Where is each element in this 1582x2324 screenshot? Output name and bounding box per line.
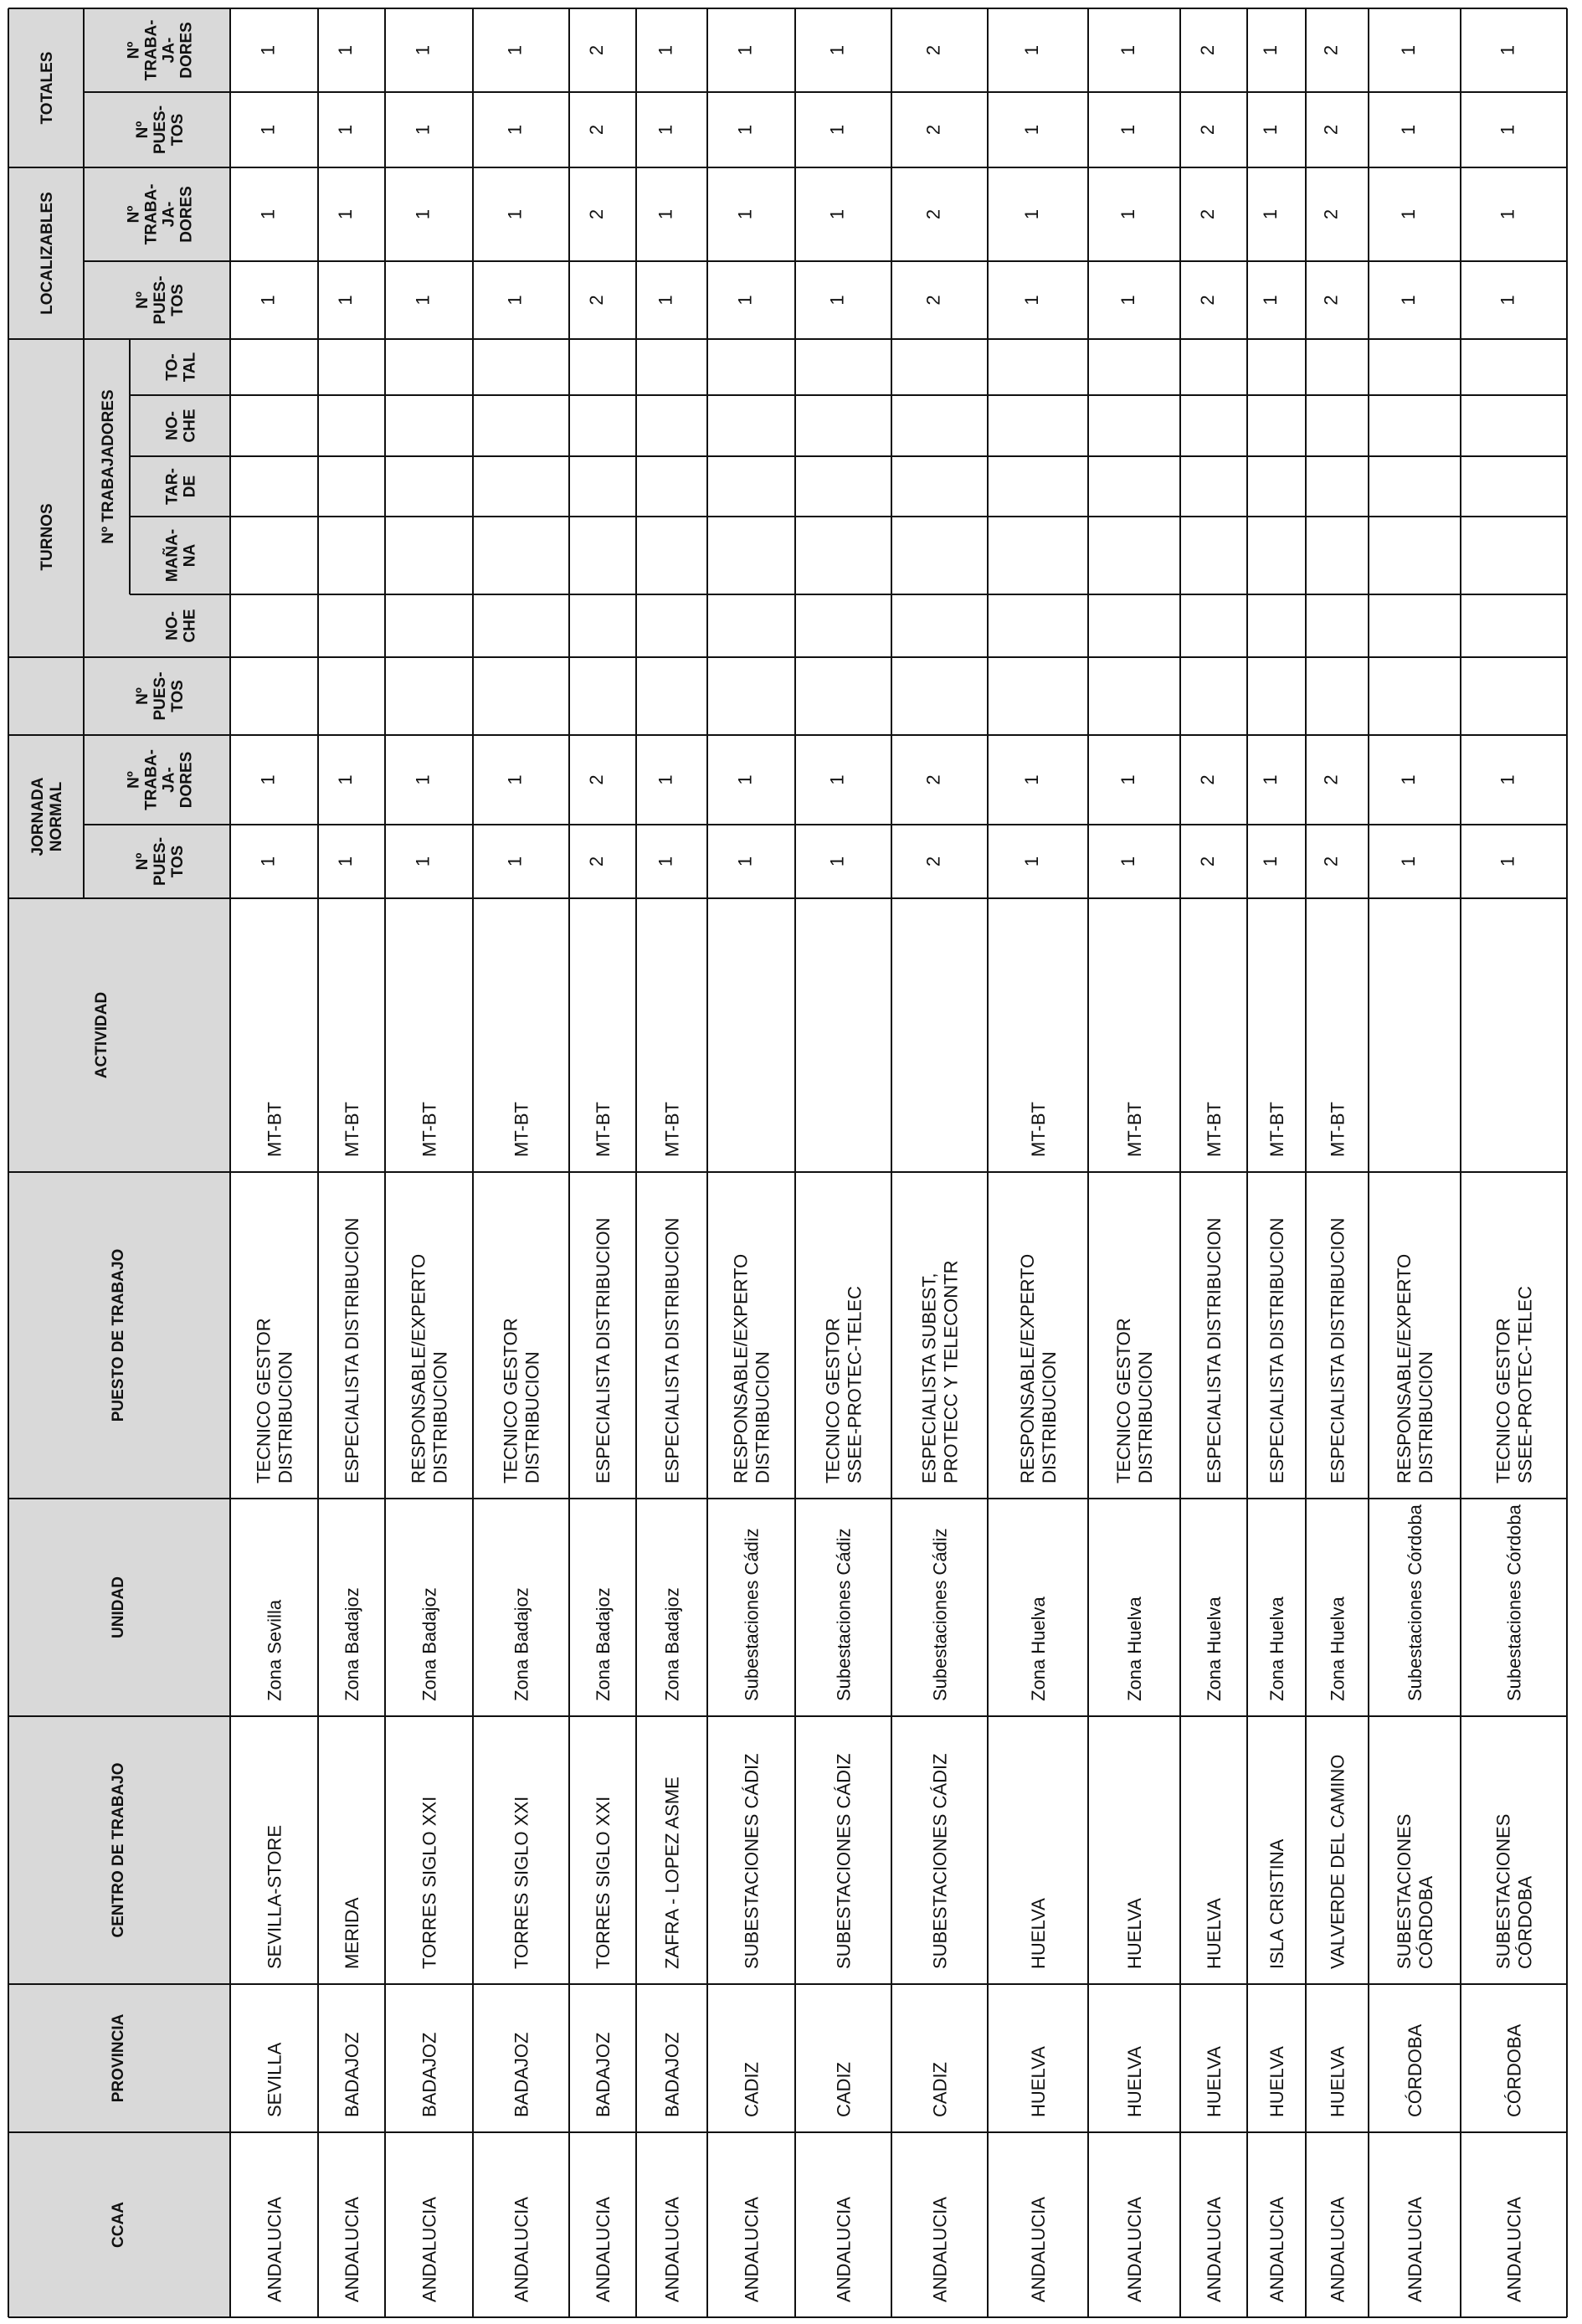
jn-trabajadores-value: 1 [826, 774, 848, 785]
jn-trabajadores-value: 2 [1320, 774, 1342, 785]
jn-trabajadores-value: 1 [257, 774, 279, 785]
jn-puestos-value: 1 [257, 856, 279, 867]
tot-puestos-value: 2 [586, 124, 607, 136]
loc-puestos-value: 2 [922, 295, 944, 306]
puesto-cell: RESPONSABLE/EXPERTODISTRIBUCION [730, 1253, 773, 1483]
ccaa-cell: ANDALUCIA [1405, 2197, 1425, 2302]
loc-trabajadores-value: 2 [922, 208, 944, 220]
jn-puestos-value: 1 [335, 856, 356, 867]
header-noche-2: NO-CHE [163, 409, 199, 443]
provincia-cell: CÓRDOBA [1405, 2023, 1425, 2117]
tot-puestos-value: 1 [412, 124, 434, 136]
unidad-cell: Subestaciones Cádiz [741, 1528, 763, 1701]
tot-trabajadores-value: 1 [1260, 44, 1281, 56]
header-actividad: ACTIVIDAD [93, 991, 110, 1079]
provincia-cell: BADAJOZ [342, 2032, 362, 2117]
loc-puestos-value: 1 [257, 295, 279, 306]
ccaa-cell: ANDALUCIA [1503, 2197, 1525, 2302]
provincia-cell: HUELVA [1124, 2046, 1145, 2117]
puesto-cell: RESPONSABLE/EXPERTODISTRIBUCION [1394, 1253, 1436, 1483]
unidad-cell: Subestaciones Cádiz [833, 1528, 855, 1701]
provincia-cell: BADAJOZ [511, 2032, 532, 2117]
jn-puestos-value: 2 [922, 856, 944, 867]
jn-puestos-value: 1 [655, 856, 676, 867]
tot-puestos-value: 1 [1497, 124, 1518, 136]
header-centro: CENTRO DE TRABAJO [110, 1762, 127, 1938]
ccaa-cell: ANDALUCIA [661, 2197, 683, 2302]
loc-trabajadores-value: 2 [586, 208, 607, 220]
jn-puestos-value: 1 [826, 856, 848, 867]
loc-puestos-value: 1 [734, 295, 756, 306]
loc-trabajadores-value: 1 [1021, 208, 1042, 220]
provincia-cell: CADIZ [741, 2062, 763, 2117]
tot-trabajadores-value: 1 [1021, 44, 1042, 56]
ccaa-cell: ANDALUCIA [929, 2197, 951, 2302]
tot-trabajadores-value: 1 [1497, 44, 1518, 56]
unidad-cell: Zona Sevilla [264, 1599, 285, 1701]
unidad-cell: Subestaciones Cádiz [929, 1528, 951, 1701]
tot-trabajadores-value: 1 [412, 44, 434, 56]
header-total: TO-TAL [163, 352, 199, 383]
jn-puestos-value: 1 [1497, 856, 1518, 867]
jn-trabajadores-value: 2 [1197, 774, 1218, 785]
jn-trabajadores-value: 1 [412, 774, 434, 785]
unidad-cell: Zona Huelva [1204, 1596, 1225, 1701]
jn-puestos-value: 1 [1117, 856, 1138, 867]
jn-trabajadores-value: 1 [734, 774, 756, 785]
tot-puestos-value: 1 [826, 124, 848, 136]
loc-trabajadores-value: 2 [1197, 208, 1218, 220]
table-grid [8, 8, 1567, 2317]
jn-trabajadores-value: 1 [1497, 774, 1518, 785]
centro-cell: ISLA CRISTINA [1266, 1838, 1287, 1969]
unidad-cell: Zona Huelva [1266, 1596, 1287, 1701]
ccaa-cell: ANDALUCIA [264, 2197, 285, 2302]
ccaa-cell: ANDALUCIA [1327, 2197, 1348, 2302]
loc-trabajadores-value: 1 [335, 208, 356, 220]
loc-puestos-value: 1 [1497, 295, 1518, 306]
tot-trabajadores-value: 1 [257, 44, 279, 56]
header-jn-trabajadores: NºTRABA-JA-DORES [125, 749, 196, 810]
loc-trabajadores-value: 1 [1398, 208, 1419, 220]
loc-puestos-value: 1 [1117, 295, 1138, 306]
loc-puestos-value: 1 [335, 295, 356, 306]
jn-puestos-value: 2 [586, 856, 607, 867]
tot-trabajadores-value: 1 [734, 44, 756, 56]
unidad-cell: Zona Badajoz [593, 1587, 614, 1701]
loc-trabajadores-value: 1 [1497, 208, 1518, 220]
unidad-cell: Subestaciones Córdoba [1405, 1504, 1425, 1701]
actividad-cell: MT-BT [342, 1102, 362, 1157]
header-totales: TOTALES [39, 51, 56, 125]
tot-puestos-value: 1 [257, 124, 279, 136]
actividad-cell: MT-BT [1327, 1102, 1348, 1157]
centro-cell: TORRES SIGLO XXI [593, 1796, 614, 1969]
header-tot-trabajadores: NºTRABA-JA-DORES [125, 19, 196, 81]
loc-trabajadores-value: 1 [655, 208, 676, 220]
provincia-cell: HUELVA [1204, 2046, 1225, 2117]
loc-trabajadores-value: 1 [257, 208, 279, 220]
jn-trabajadores-value: 2 [586, 774, 607, 785]
jn-puestos-value: 2 [1320, 856, 1342, 867]
tot-trabajadores-value: 1 [1398, 44, 1419, 56]
loc-puestos-value: 2 [1197, 295, 1218, 306]
actividad-cell: MT-BT [593, 1102, 614, 1157]
header-tot-puestos: NºPUES-TOS [134, 105, 187, 155]
provincia-cell: BADAJOZ [419, 2032, 440, 2117]
tot-puestos-value: 1 [1398, 124, 1419, 136]
unidad-cell: Zona Huelva [1327, 1596, 1348, 1701]
tot-trabajadores-value: 1 [826, 44, 848, 56]
jn-puestos-value: 2 [1197, 856, 1218, 867]
tot-puestos-value: 1 [1260, 124, 1281, 136]
tot-trabajadores-value: 2 [922, 44, 944, 56]
header-jornada-normal: JORNADANORMAL [29, 777, 65, 856]
tot-trabajadores-value: 1 [655, 44, 676, 56]
centro-cell: HUELVA [1028, 1898, 1049, 1969]
centro-cell: HUELVA [1204, 1898, 1225, 1969]
header-ccaa: CCAA [110, 2202, 127, 2248]
loc-puestos-value: 1 [1398, 295, 1419, 306]
loc-puestos-value: 1 [1260, 295, 1281, 306]
centro-cell: SUBESTACIONES CÁDIZ [741, 1753, 763, 1969]
ccaa-cell: ANDALUCIA [1124, 2197, 1145, 2302]
tot-puestos-value: 1 [1021, 124, 1042, 136]
loc-trabajadores-value: 1 [1260, 208, 1281, 220]
tot-puestos-value: 2 [1197, 124, 1218, 136]
tot-puestos-value: 1 [335, 124, 356, 136]
jn-puestos-value: 1 [504, 856, 526, 867]
ccaa-cell: ANDALUCIA [419, 2197, 440, 2302]
provincia-cell: CÓRDOBA [1503, 2023, 1525, 2117]
jn-trabajadores-value: 1 [1260, 774, 1281, 785]
jn-trabajadores-value: 1 [504, 774, 526, 785]
unidad-cell: Zona Huelva [1124, 1596, 1145, 1701]
provincia-cell: BADAJOZ [593, 2032, 614, 2117]
loc-trabajadores-value: 1 [734, 208, 756, 220]
ccaa-cell: ANDALUCIA [833, 2197, 855, 2302]
header-puesto: PUESTO DE TRABAJO [110, 1248, 127, 1422]
puesto-cell: ESPECIALISTA DISTRIBUCION [593, 1217, 614, 1483]
provincia-cell: HUELVA [1266, 2046, 1287, 2117]
jn-puestos-value: 1 [1021, 856, 1042, 867]
centro-cell: HUELVA [1124, 1898, 1145, 1969]
centro-cell: SUBESTACIONESCÓRDOBA [1394, 1813, 1436, 1969]
header-jn-puestos: NºPUES-TOS [134, 836, 187, 887]
jn-trabajadores-value: 1 [655, 774, 676, 785]
loc-trabajadores-value: 1 [1117, 208, 1138, 220]
puesto-cell: ESPECIALISTA DISTRIBUCION [1266, 1217, 1287, 1483]
unidad-cell: Zona Badajoz [419, 1587, 440, 1701]
unidad-cell: Zona Huelva [1028, 1596, 1049, 1701]
ccaa-cell: ANDALUCIA [1028, 2197, 1049, 2302]
puesto-cell: ESPECIALISTA DISTRIBUCION [1327, 1217, 1348, 1483]
loc-puestos-value: 1 [826, 295, 848, 306]
puesto-cell: ESPECIALISTA DISTRIBUCION [1204, 1217, 1225, 1483]
jn-puestos-value: 1 [412, 856, 434, 867]
unidad-cell: Zona Badajoz [342, 1587, 362, 1701]
puesto-cell: TECNICO GESTORSSEE-PROTEC-TELEC [822, 1286, 865, 1483]
loc-trabajadores-value: 1 [412, 208, 434, 220]
actividad-cell: MT-BT [264, 1102, 285, 1157]
header-noche: NO-CHE [163, 609, 199, 643]
loc-puestos-value: 2 [586, 295, 607, 306]
tot-puestos-value: 2 [922, 124, 944, 136]
tot-trabajadores-value: 2 [1197, 44, 1218, 56]
header-turnos-puestos: NºPUES-TOS [134, 671, 187, 721]
actividad-cell: MT-BT [1266, 1102, 1287, 1157]
ccaa-cell: ANDALUCIA [593, 2197, 614, 2302]
header-localizables: LOCALIZABLES [39, 192, 56, 315]
puesto-cell: RESPONSABLE/EXPERTODISTRIBUCION [408, 1253, 451, 1483]
unidad-cell: Subestaciones Córdoba [1503, 1504, 1525, 1701]
header-trabajadores: Nº TRABAJADORES [100, 389, 117, 544]
ccaa-cell: ANDALUCIA [741, 2197, 763, 2302]
ccaa-cell: ANDALUCIA [511, 2197, 532, 2302]
loc-puestos-value: 1 [504, 295, 526, 306]
centro-cell: SEVILLA-STORE [264, 1825, 285, 1969]
unidad-cell: Zona Badajoz [511, 1587, 532, 1701]
actividad-cell: MT-BT [1204, 1102, 1225, 1157]
provincia-cell: HUELVA [1028, 2046, 1049, 2117]
header-provincia: PROVINCIA [110, 2013, 127, 2103]
provincia-cell: BADAJOZ [661, 2032, 683, 2117]
table-body [254, 45, 1536, 2302]
tot-puestos-value: 1 [655, 124, 676, 136]
loc-trabajadores-value: 2 [1320, 208, 1342, 220]
tot-puestos-value: 1 [1117, 124, 1138, 136]
tot-trabajadores-value: 1 [335, 44, 356, 56]
puesto-cell: ESPECIALISTA DISTRIBUCION [342, 1217, 362, 1483]
loc-trabajadores-value: 1 [826, 208, 848, 220]
actividad-cell: MT-BT [1124, 1102, 1145, 1157]
provincia-cell: HUELVA [1327, 2046, 1348, 2117]
loc-trabajadores-value: 1 [504, 208, 526, 220]
centro-cell: SUBESTACIONESCÓRDOBA [1492, 1813, 1536, 1969]
jn-puestos-value: 1 [1260, 856, 1281, 867]
actividad-cell: MT-BT [419, 1102, 440, 1157]
jn-puestos-value: 1 [1398, 856, 1419, 867]
centro-cell: SUBESTACIONES CÁDIZ [833, 1753, 855, 1969]
header-unidad: UNIDAD [110, 1576, 127, 1638]
puesto-cell: ESPECIALISTA DISTRIBUCION [661, 1217, 683, 1483]
centro-cell: SUBESTACIONES CÁDIZ [929, 1753, 951, 1969]
loc-puestos-value: 1 [412, 295, 434, 306]
header-loc-trabajadores: NºTRABA-JA-DORES [125, 183, 196, 245]
puesto-cell: ESPECIALISTA SUBEST,PROTECC Y TELECONTR [918, 1260, 962, 1483]
centro-cell: MERIDA [342, 1897, 362, 1969]
tot-trabajadores-value: 1 [504, 44, 526, 56]
puesto-cell: TECNICO GESTORDISTRIBUCION [1113, 1318, 1156, 1483]
header-loc-puestos: NºPUES-TOS [134, 275, 187, 325]
ccaa-cell: ANDALUCIA [1266, 2197, 1287, 2302]
jn-trabajadores-value: 1 [1398, 774, 1419, 785]
tot-puestos-value: 2 [1320, 124, 1342, 136]
ccaa-cell: ANDALUCIA [342, 2197, 362, 2302]
puesto-cell: TECNICO GESTORDISTRIBUCION [500, 1318, 543, 1483]
loc-puestos-value: 1 [1021, 295, 1042, 306]
puesto-cell: TECNICO GESTORSSEE-PROTEC-TELEC [1492, 1286, 1536, 1483]
loc-puestos-value: 2 [1320, 295, 1342, 306]
header-tarde: TAR-DE [163, 468, 199, 505]
tot-trabajadores-value: 2 [1320, 44, 1342, 56]
tot-trabajadores-value: 1 [1117, 44, 1138, 56]
loc-puestos-value: 1 [655, 295, 676, 306]
header-turnos: TURNOS [39, 503, 56, 571]
puesto-cell: RESPONSABLE/EXPERTODISTRIBUCION [1017, 1253, 1060, 1483]
jn-puestos-value: 1 [734, 856, 756, 867]
jn-trabajadores-value: 1 [1021, 774, 1042, 785]
provincia-cell: CADIZ [833, 2062, 855, 2117]
centro-cell: VALVERDE DEL CAMINO [1327, 1754, 1348, 1969]
provincia-cell: CADIZ [929, 2062, 951, 2117]
header-manana: MAÑA-NA [163, 528, 199, 583]
ccaa-cell: ANDALUCIA [1204, 2197, 1225, 2302]
centro-cell: TORRES SIGLO XXI [419, 1796, 440, 1969]
tot-puestos-value: 1 [504, 124, 526, 136]
jn-trabajadores-value: 2 [922, 774, 944, 785]
actividad-cell: MT-BT [1028, 1102, 1049, 1157]
puesto-cell: TECNICO GESTORDISTRIBUCION [253, 1318, 296, 1483]
unidad-cell: Zona Badajoz [661, 1587, 683, 1701]
tot-trabajadores-value: 2 [586, 44, 607, 56]
actividad-cell: MT-BT [511, 1102, 532, 1157]
centro-cell: ZAFRA - LOPEZ ASME [661, 1776, 683, 1969]
actividad-cell: MT-BT [661, 1102, 683, 1157]
provincia-cell: SEVILLA [264, 2042, 285, 2117]
jn-trabajadores-value: 1 [335, 774, 356, 785]
tot-puestos-value: 1 [734, 124, 756, 136]
centro-cell: TORRES SIGLO XXI [511, 1796, 532, 1969]
jn-trabajadores-value: 1 [1117, 774, 1138, 785]
